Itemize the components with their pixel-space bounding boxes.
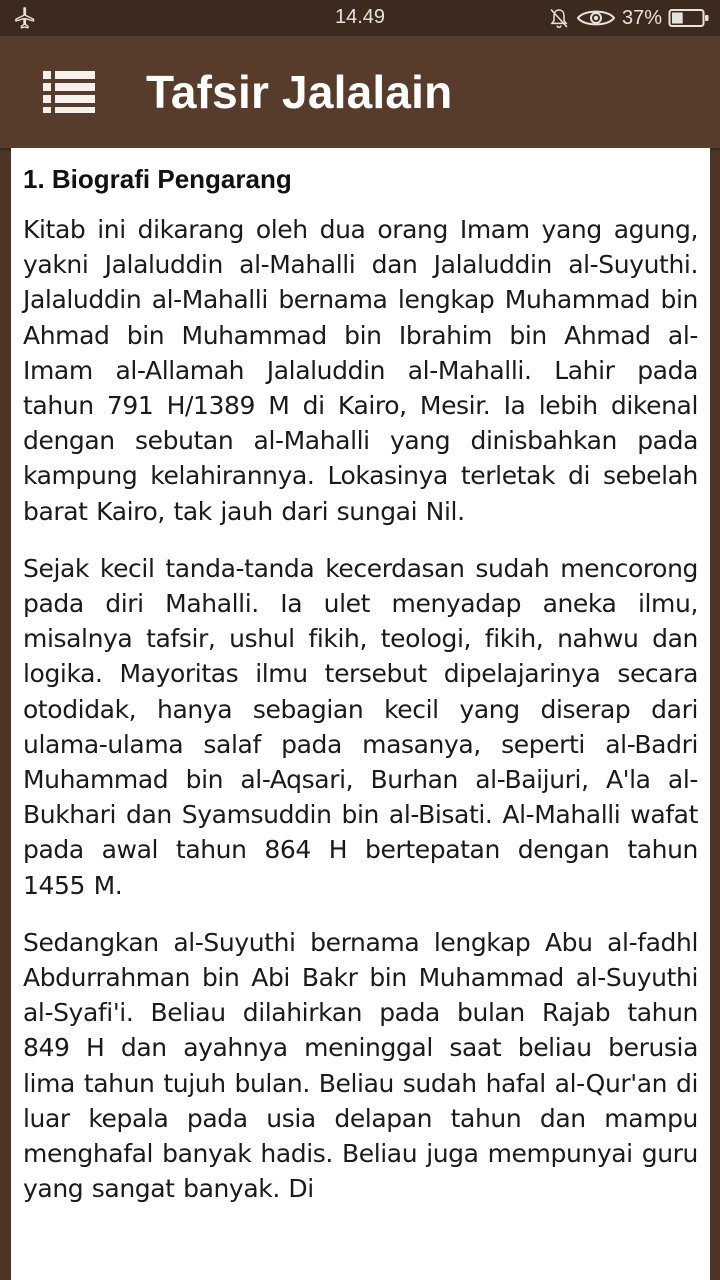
battery-percent: 37% [621,6,662,29]
bell-off-icon [548,7,570,29]
section-heading: 1. Biografi Pengarang [23,164,292,194]
app-bar [0,36,720,148]
article-body [11,148,710,1206]
article-content[interactable] [11,148,710,1280]
eye-icon [576,7,616,29]
paragraph-3: Sedangkan al-Suyuthi bernama lengkap Abu al-fadhl Abdurrahman bin Abi Bakr bin Muhammad al-Suyuthi al-Syafi'i. Beliau dilahirkan pada bulan Rajab tahun 849 H dan ayahnya meninggal saat beliau berusia lima tahun tujuh bulan. Beliau sudah hafal al-Qur'an di luar kepala pada usia delapan tahun dan mampu menghafal banyak hadis. Beliau juga mempunyai guru yang sangat banyak. Di [23,927,698,1204]
paragraph-2: Sejak kecil tanda-tanda kecerdasan sudah mencorong pada diri Mahalli. Ia ulet menyadap aneka ilmu, misalnya tafsir, ushul fikih, teologi, fikih, nahwu dan logika. Mayoritas ilmu tersebut dipelajarinya secara otodidak, hanya sebagian kecil yang diserap dari ulama-ulama salaf pada masanya, seperti al-Badri Muhammad bin al-Aqsari, Burhan al-Baijuri, A'la al-Bukhari dan Syamsuddin bin al-Bisati. Al-Mahalli wafat pada awal tahun 864 H bertepatan dengan tahun 1455 M. [23,553,698,900]
list-menu-icon[interactable] [42,70,96,114]
paragraph-1: Kitab ini dikarang oleh dua orang Imam yang agung, yakni Jalaluddin al-Mahalli dan Jalaluddin al-Suyuthi. Jalaluddin al-Mahalli bernama lengkap Muhammad bin Ahmad bin Muhammad bin Ibrahim bin Ahmad al-Imam al-Allamah Jalaluddin al-Mahalli. Lahir pada tahun 791 H/1389 M di Kairo, Mesir. Ia lebih dikenal dengan sebutan al-Mahalli yang dinisbahkan pada kampung kelahirannya. Lokasinya terletak di sebelah barat Kairo, tak jauh dari sungai Nil. [23,215,698,526]
battery-icon [668,7,710,29]
status-time: 14.49 [334,6,386,28]
status-bar [0,0,720,36]
app-title: Tafsir Jalalain [146,66,453,118]
status-icons [548,5,710,31]
